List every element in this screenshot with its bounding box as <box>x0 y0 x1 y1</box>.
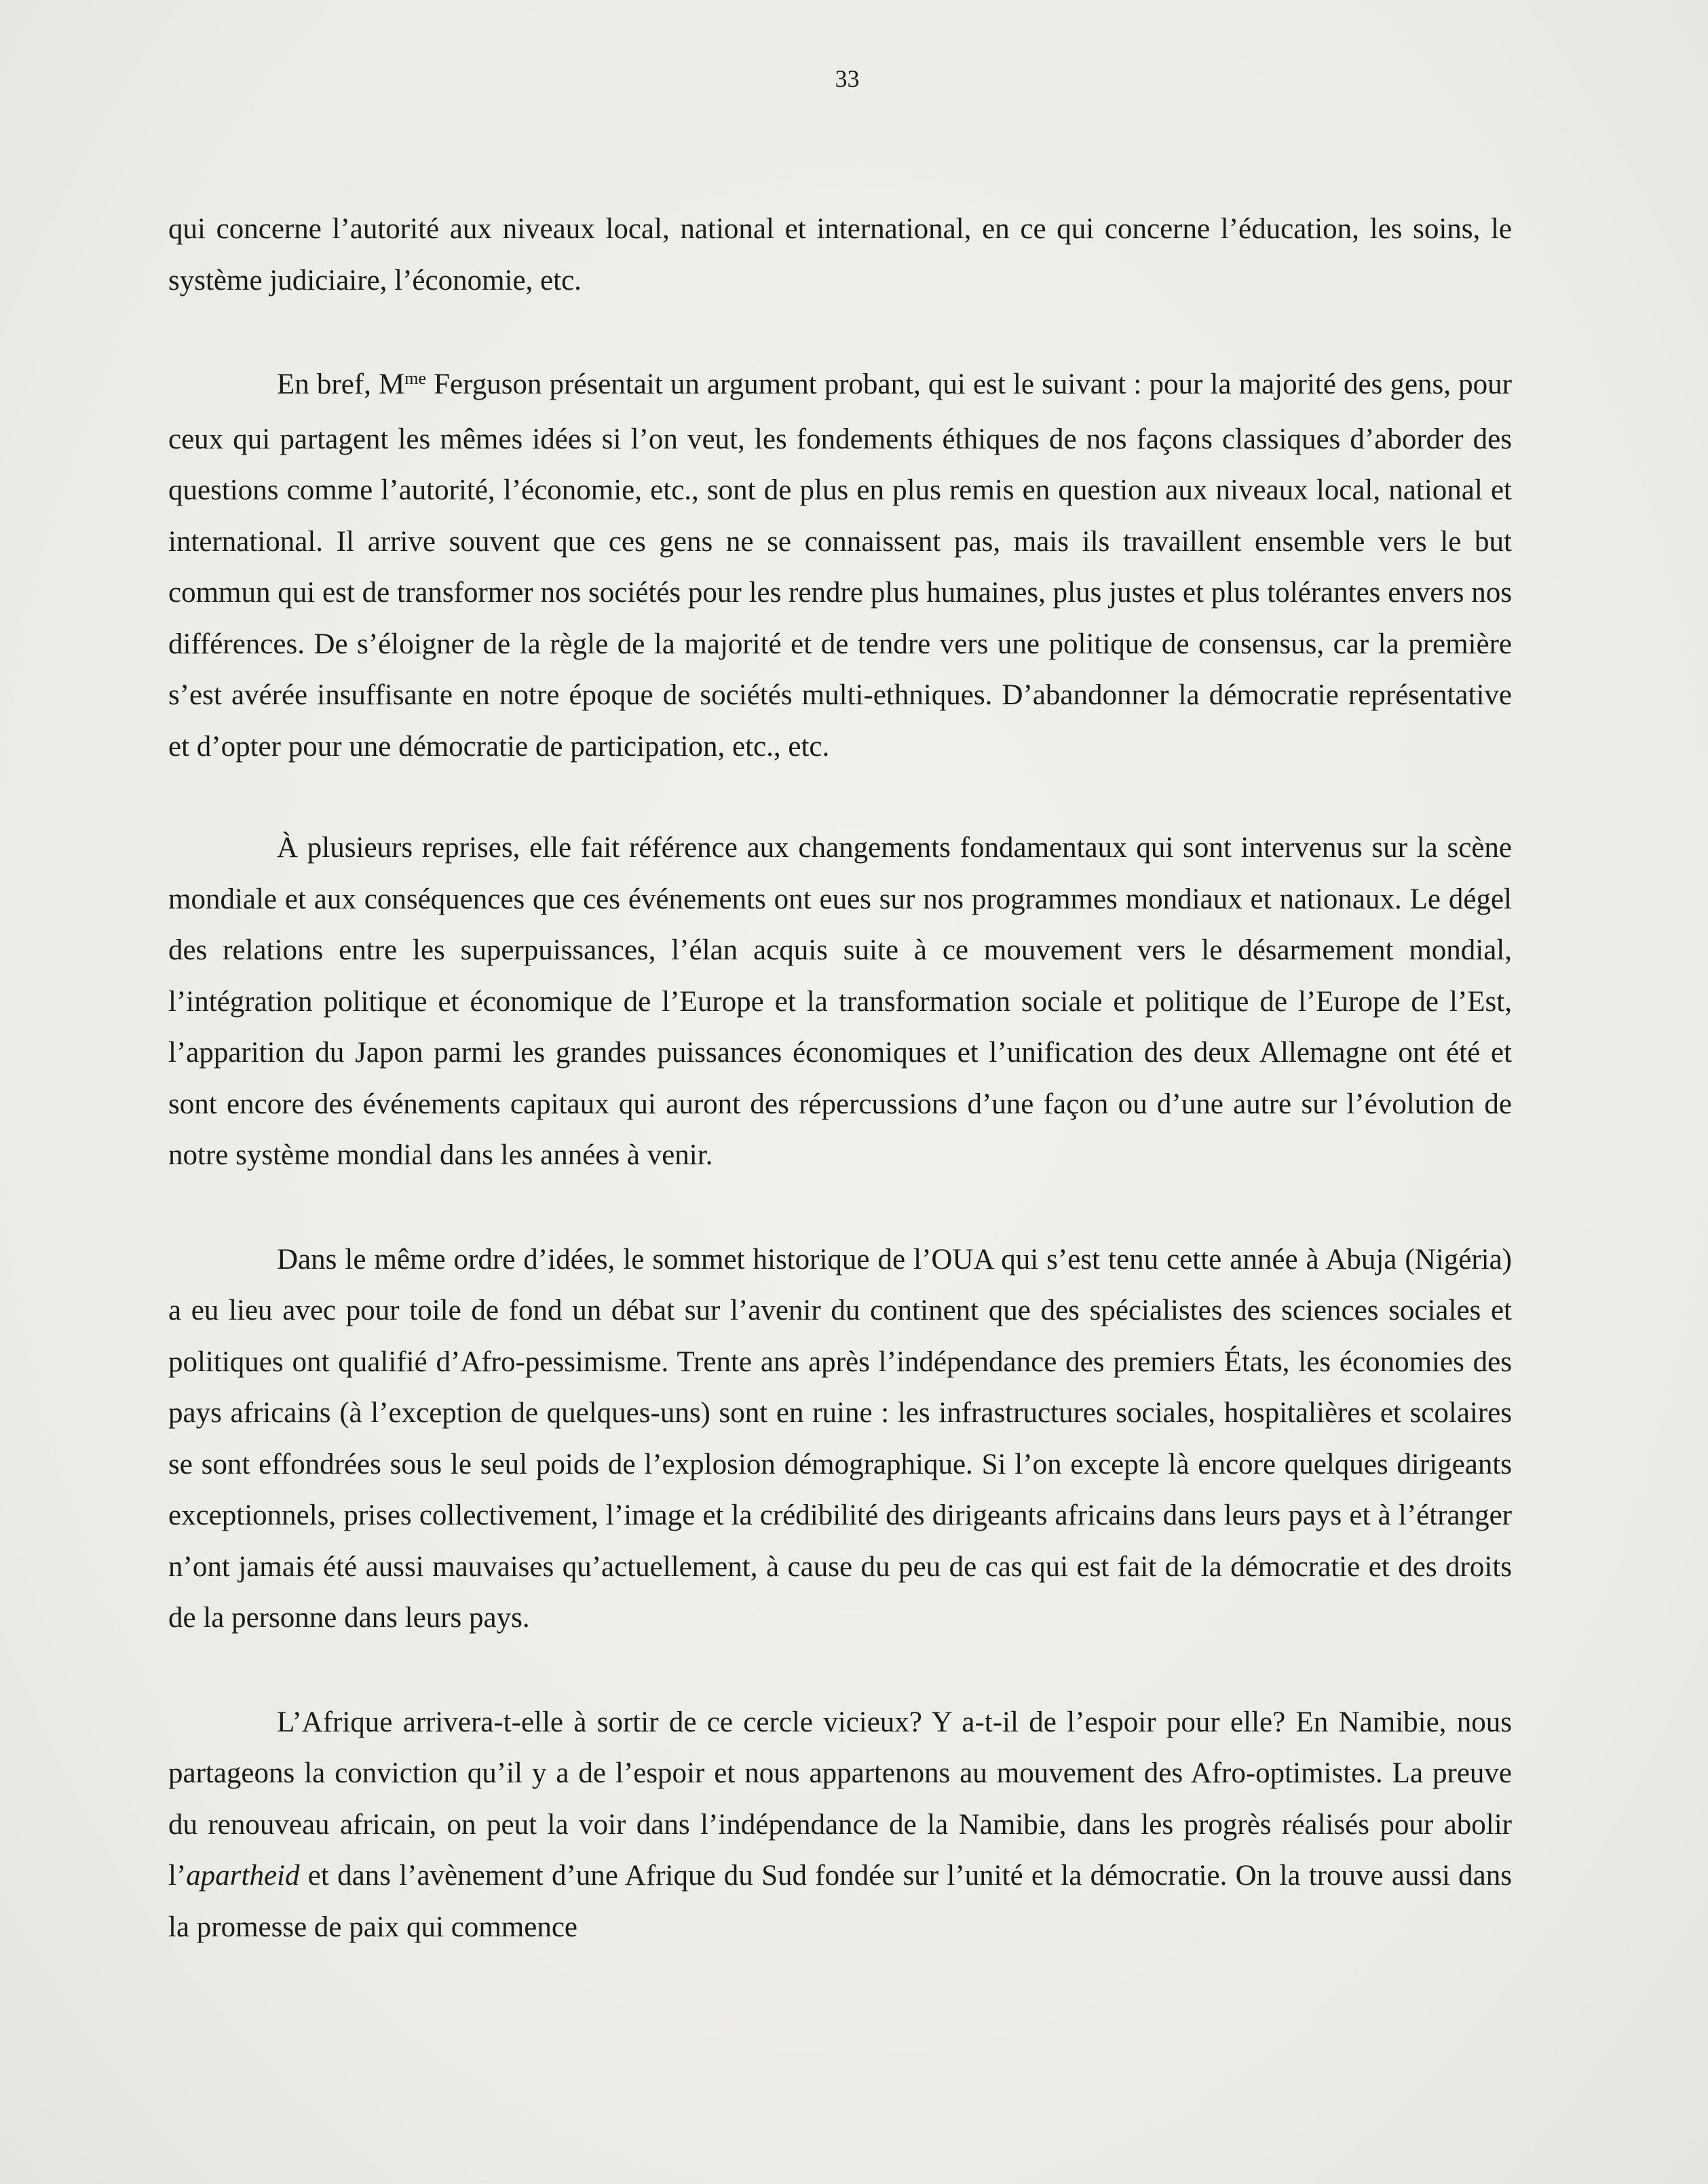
paragraph-text: L’Afrique arrivera-t-elle à sortir de ce cercle vicieux? Y a-t-il de l’espoir pour elle? En Namibie, nous partageons la conviction qu’il y a de l’espoir et nous appartenons au mouvement des Afro-optimistes. La preuve du renouveau africain, on peut la voir dans l’indépendance de la Namibie, dans les progrès réalisés pour abolir l’ <box>168 1706 1512 1892</box>
italic-term: apartheid <box>186 1860 300 1892</box>
paragraph-spacer <box>168 1181 1512 1234</box>
page-number: 33 <box>835 65 860 92</box>
paragraph-text: et dans l’avènement d’une Afrique du Sud fondée sur l’unité et la démocratie. On la trouve aussi dans la promesse de paix qui commence <box>168 1860 1512 1943</box>
paragraph-ferguson-argument <box>168 359 1512 772</box>
paragraph-afro-optimism <box>168 1697 1512 1953</box>
body-text <box>168 204 1512 1953</box>
paragraph-continuation: qui concerne l’autorité aux niveaux local, national et international, en ce qui concerne l’éducation, les soins, le système judiciaire, l’économie, etc. <box>168 213 1512 296</box>
paragraph-text: Ferguson présentait un argument probant, qui est le suivant : pour la majorité des gens, pour ceux qui partagent les mêmes idées si l’on veut, les fondements éthiques de nos façons classiques d’aborder des questions comme l’autorité, l’économie, etc., sont de plus en plus remis en question aux niveaux local, national et international. Il arrive souvent que ces gens ne se connaissent pas, mais ils travaillent ensemble vers le but commun qui est de transformer nos sociétés pour les rendre plus humaines, plus justes et plus tolérantes envers nos différences. De s’éloigner de la règle de la majorité et de tendre vers une politique de consensus, car la première s’est avérée insuffisante en notre époque de sociétés multi-ethniques. D’abandonner la démocratie représentative et d’opter pour une démocratie de participation, etc., etc. <box>168 368 1512 763</box>
paragraph-text: En bref, M <box>277 368 405 400</box>
title-superscript: me <box>404 368 427 388</box>
paragraph-oua-summit: Dans le même ordre d’idées, le sommet historique de l’OUA qui s’est tenu cette année à Abuja (Nigéria) a eu lieu avec pour toile de fond un débat sur l’avenir du continent que des spécialistes des sciences sociales et politiques ont qualifié d’Afro-pessimisme. Trente ans après l’indépendance des premiers États, les économies des pays africains (à l’exception de quelques-uns) sont en ruine : les infrastructures sociales, hospitalières et scolaires se sont effondrées sous le seul poids de l’explosion démographique. Si l’on excepte là encore quelques dirigeants exceptionnels, prises collectivement, l’image et la crédibilité des dirigeants africains dans leurs pays et à l’étranger n’ont jamais été aussi mauvaises qu’actuellement, à cause du peu de cas qui est fait de la démocratie et des droits de la personne dans leurs pays. <box>168 1243 1512 1634</box>
paragraph-spacer <box>168 1644 1512 1697</box>
paragraph-spacer <box>168 772 1512 822</box>
paragraph-spacer <box>168 306 1512 359</box>
paragraph-global-changes: À plusieurs reprises, elle fait référence aux changements fondamentaux qui sont intervenus sur la scène mondiale et aux conséquences que ces événements ont eues sur nos programmes mondiaux et nationaux. Le dégel des relations entre les superpuissances, l’élan acquis suite à ce mouvement vers le désarmement mondial, l’intégration politique et économique de l’Europe et la transformation sociale et politique de l’Europe de l’Est, l’apparition du Japon parmi les grandes puissances économiques et l’unification des deux Allemagne ont été et sont encore des événements capitaux qui auront des répercussions d’une façon ou d’une autre sur l’évolution de notre système mondial dans les années à venir. <box>168 832 1512 1171</box>
